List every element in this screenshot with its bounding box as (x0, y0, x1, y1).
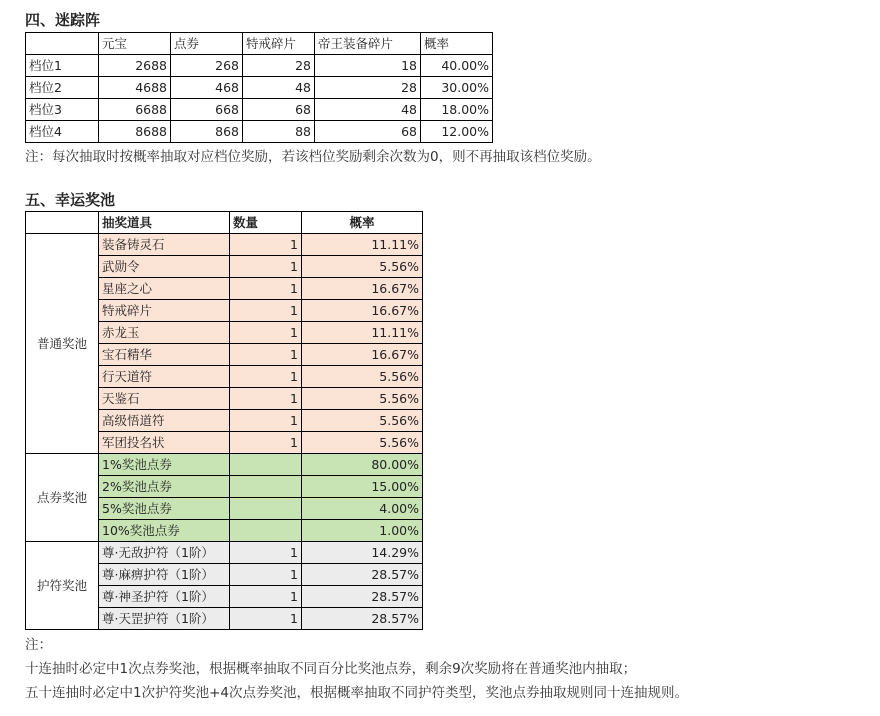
tier-label: 档位4 (26, 121, 99, 143)
pool-item-probability: 5.56% (302, 366, 423, 388)
table-cell: 18.00% (421, 99, 493, 121)
pool-group-name: 护符奖池 (26, 542, 99, 630)
pool-item-qty: 1 (230, 278, 302, 300)
pool-item-qty: 1 (230, 366, 302, 388)
pool-header-item: 抽奖道具 (99, 212, 230, 234)
maze-table (25, 32, 493, 143)
pool-table (25, 211, 423, 630)
pool-item-qty: 1 (230, 432, 302, 454)
maze-header-row (26, 33, 493, 55)
pool-item-name: 天鉴石 (99, 388, 230, 410)
pool-group-name: 普通奖池 (26, 234, 99, 454)
maze-header-dianquan: 点券 (171, 33, 243, 55)
pool-item-probability: 80.00% (302, 454, 423, 476)
pool-item-name: 尊·神圣护符（1阶） (99, 586, 230, 608)
pool-item-name: 2%奖池点券 (99, 476, 230, 498)
table-cell: 468 (171, 77, 243, 99)
table-row (26, 542, 423, 564)
table-cell: 88 (243, 121, 315, 143)
table-cell: 868 (171, 121, 243, 143)
pool-item-probability: 14.29% (302, 542, 423, 564)
pool-item-qty: 1 (230, 410, 302, 432)
table-cell: 68 (243, 99, 315, 121)
pool-item-probability: 28.57% (302, 564, 423, 586)
pool-item-probability: 5.56% (302, 388, 423, 410)
pool-item-qty (230, 498, 302, 520)
section5-note-label: 注： (25, 637, 52, 653)
pool-item-qty (230, 454, 302, 476)
maze-header-emperor-fragment: 帝王装备碎片 (315, 33, 421, 55)
table-row (26, 99, 493, 121)
table-cell: 28 (315, 77, 421, 99)
pool-item-probability: 11.11% (302, 322, 423, 344)
pool-item-qty: 1 (230, 300, 302, 322)
pool-item-probability: 28.57% (302, 586, 423, 608)
pool-item-name: 赤龙玉 (99, 322, 230, 344)
pool-item-probability: 5.56% (302, 256, 423, 278)
pool-item-probability: 15.00% (302, 476, 423, 498)
table-cell: 18 (315, 55, 421, 77)
pool-item-name: 军团投名状 (99, 432, 230, 454)
table-cell: 668 (171, 99, 243, 121)
table-cell: 48 (315, 99, 421, 121)
pool-item-name: 尊·麻痹护符（1阶） (99, 564, 230, 586)
pool-item-probability: 28.57% (302, 608, 423, 630)
section4-note: 注：每次抽取时按概率抽取对应档位奖励，若该档位奖励剩余次数为0，则不再抽取该档位奖励。 (25, 149, 601, 165)
table-cell: 48 (243, 77, 315, 99)
pool-item-name: 高级悟道符 (99, 410, 230, 432)
pool-item-probability: 1.00% (302, 520, 423, 542)
table-cell: 4688 (99, 77, 171, 99)
pool-item-name: 5%奖池点券 (99, 498, 230, 520)
pool-item-qty: 1 (230, 586, 302, 608)
pool-item-qty (230, 520, 302, 542)
pool-item-name: 1%奖池点券 (99, 454, 230, 476)
tier-label: 档位3 (26, 99, 99, 121)
pool-item-qty: 1 (230, 344, 302, 366)
table-cell: 28 (243, 55, 315, 77)
pool-item-probability: 5.56% (302, 410, 423, 432)
pool-item-qty: 1 (230, 234, 302, 256)
pool-item-qty: 1 (230, 564, 302, 586)
table-cell: 2688 (99, 55, 171, 77)
maze-header-ring-fragment: 特戒碎片 (243, 33, 315, 55)
table-cell: 8688 (99, 121, 171, 143)
table-cell: 30.00% (421, 77, 493, 99)
pool-item-probability: 16.67% (302, 344, 423, 366)
pool-group-name: 点券奖池 (26, 454, 99, 542)
section5-note-ten-draw: 十连抽时必定中1次点券奖池，根据概率抽取不同百分比奖池点券，剩余9次奖励将在普通奖池内抽取； (25, 661, 637, 677)
table-cell: 40.00% (421, 55, 493, 77)
tier-label: 档位1 (26, 55, 99, 77)
pool-header-qty: 数量 (230, 212, 302, 234)
maze-header-tier (26, 33, 99, 55)
section5-title: 五、幸运奖池 (25, 191, 116, 209)
table-row (26, 234, 423, 256)
pool-item-probability: 16.67% (302, 300, 423, 322)
pool-header-probability: 概率 (302, 212, 423, 234)
pool-item-name: 10%奖池点券 (99, 520, 230, 542)
pool-item-probability: 4.00% (302, 498, 423, 520)
pool-item-probability: 5.56% (302, 432, 423, 454)
maze-header-yuanbao: 元宝 (99, 33, 171, 55)
pool-header-group (26, 212, 99, 234)
table-row (26, 77, 493, 99)
maze-header-probability: 概率 (421, 33, 493, 55)
pool-item-name: 宝石精华 (99, 344, 230, 366)
table-cell: 268 (171, 55, 243, 77)
table-cell: 12.00% (421, 121, 493, 143)
pool-item-probability: 11.11% (302, 234, 423, 256)
pool-item-name: 装备铸灵石 (99, 234, 230, 256)
pool-item-name: 尊·天罡护符（1阶） (99, 608, 230, 630)
pool-item-qty: 1 (230, 256, 302, 278)
pool-header-row (26, 212, 423, 234)
pool-item-probability: 16.67% (302, 278, 423, 300)
table-row (26, 121, 493, 143)
pool-item-name: 星座之心 (99, 278, 230, 300)
pool-item-qty: 1 (230, 542, 302, 564)
section5-note-fifty-draw: 五十连抽时必定中1次护符奖池+4次点券奖池，根据概率抽取不同护符类型，奖池点券抽取规则同十连抽规则。 (25, 685, 688, 701)
pool-item-name: 武勋令 (99, 256, 230, 278)
table-cell: 68 (315, 121, 421, 143)
pool-item-qty: 1 (230, 388, 302, 410)
pool-item-qty: 1 (230, 608, 302, 630)
tier-label: 档位2 (26, 77, 99, 99)
pool-item-name: 尊·无敌护符（1阶） (99, 542, 230, 564)
table-row (26, 454, 423, 476)
section4-title: 四、迷踪阵 (25, 11, 101, 29)
pool-item-qty (230, 476, 302, 498)
pool-item-name: 特戒碎片 (99, 300, 230, 322)
table-row (26, 55, 493, 77)
table-cell: 6688 (99, 99, 171, 121)
pool-item-name: 行天道符 (99, 366, 230, 388)
pool-item-qty: 1 (230, 322, 302, 344)
